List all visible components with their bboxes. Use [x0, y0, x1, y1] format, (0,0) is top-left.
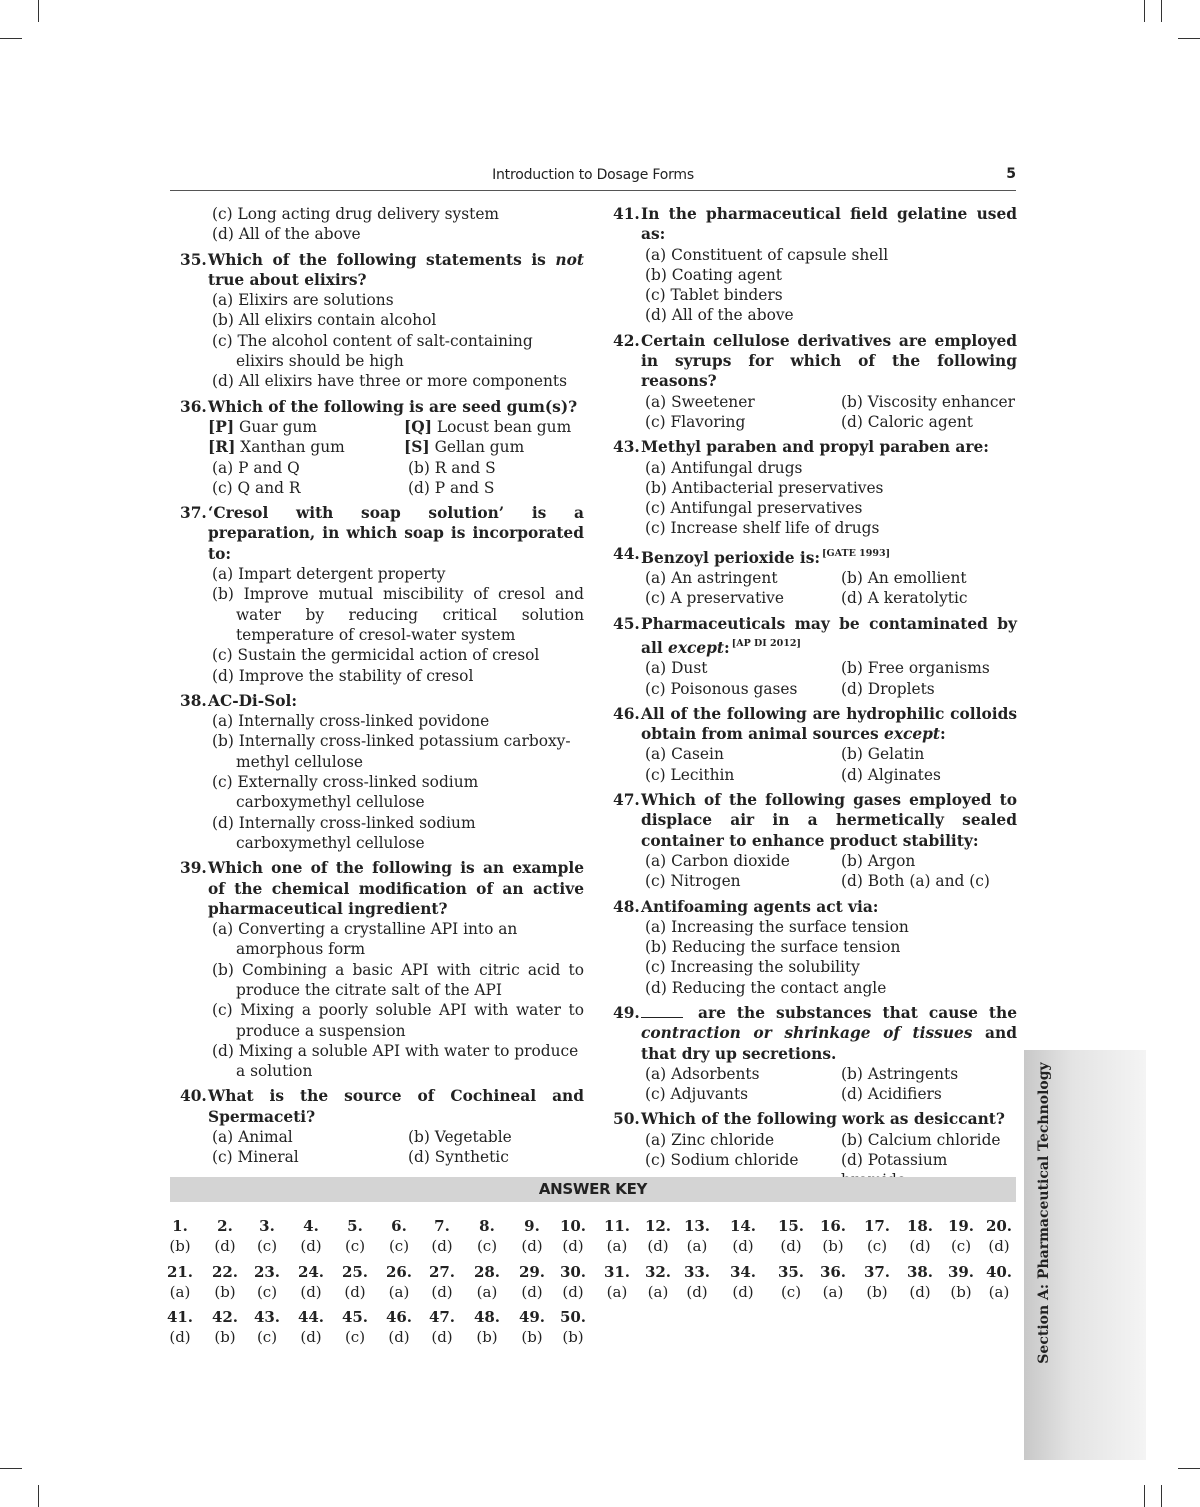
answer-question-number: 34. — [729, 1263, 757, 1281]
option: (d) Both (a) and (c) — [841, 872, 990, 891]
option: (a) Constituent of capsule shell — [645, 245, 889, 264]
option: (c) Q and R — [212, 478, 301, 497]
crop-mark — [1161, 1485, 1162, 1507]
question-text: Certain cellulose derivatives are employed in syrups for which of the following reasons? — [641, 331, 1017, 391]
answer-key-entry — [900, 1216, 940, 1256]
answer-key-entry — [205, 1216, 245, 1256]
option: (d) Internally cross-linked sodium carboxymethyl cellulose — [212, 813, 476, 852]
answer-question-number: 16. — [819, 1217, 847, 1235]
answer-question-number: 47. — [428, 1308, 456, 1326]
question-34-continued — [180, 204, 584, 245]
answer-option: (c) — [476, 1237, 498, 1255]
answer-option: (d) — [169, 1328, 191, 1346]
answer-question-number: 20. — [985, 1217, 1013, 1235]
option: (c) Long acting drug delivery system — [212, 205, 500, 223]
answer-option: (d) — [521, 1283, 543, 1301]
question-text: Which of the following is are seed gum(s)? — [208, 397, 578, 416]
page-number: 5 — [1006, 166, 1016, 182]
crop-mark — [38, 0, 39, 22]
question-46 — [613, 704, 1017, 785]
answer-option: (d) — [909, 1237, 931, 1255]
answer-option: (c) — [950, 1237, 972, 1255]
answer-key-entry — [467, 1262, 507, 1302]
option: (c) Flavoring — [645, 412, 746, 431]
answer-question-number: 50. — [559, 1308, 587, 1326]
question-text: Which one of the following is an example of the chemical modification of an active pharmaceutical ingredient? — [208, 859, 584, 918]
answer-question-number: 25. — [341, 1263, 369, 1281]
option: (b) Reducing the surface tension — [645, 938, 901, 957]
answer-option: (d) — [300, 1283, 322, 1301]
option: (d) All of the above — [212, 225, 361, 244]
answer-key-entry — [771, 1216, 811, 1256]
answer-option: (d) — [388, 1328, 410, 1346]
question-text: All of the following are hydrophilic colloids obtain from animal sources except: — [641, 704, 1017, 744]
question-number: 41. — [613, 205, 640, 223]
option: (b) An emollient — [841, 569, 967, 588]
answer-question-number: 40. — [985, 1263, 1013, 1281]
answer-key-entry — [160, 1307, 200, 1347]
option: (a) Impart detergent property — [212, 565, 446, 584]
answer-key-entry — [160, 1216, 200, 1256]
answer-question-number: 7. — [434, 1217, 450, 1235]
answer-question-number: 49. — [518, 1308, 546, 1326]
question-number: 38. — [180, 691, 207, 710]
question-text: Methyl paraben and propyl paraben are: — [641, 438, 989, 457]
option: (a) Increasing the surface tension — [645, 917, 909, 936]
answer-key-entry — [379, 1262, 419, 1302]
answer-key-entry — [723, 1262, 763, 1302]
answer-question-number: 32. — [644, 1263, 672, 1281]
question-text: Benzoyl perioxide is: [GATE 1993] — [641, 547, 891, 567]
option: (a) Casein — [645, 745, 724, 764]
answer-key-entry — [677, 1216, 717, 1256]
answer-question-number: 6. — [391, 1217, 407, 1235]
answer-question-number: 1. — [172, 1217, 188, 1235]
answer-question-number: 26. — [385, 1263, 413, 1281]
question-text: are the substances that cause the contraction or shrinkage of tissues and that dry up secretions. — [641, 1003, 1017, 1063]
answer-key-entry — [979, 1262, 1019, 1302]
question-35 — [180, 250, 584, 392]
crop-mark — [38, 1485, 39, 1507]
answer-key-title: ANSWER KEY — [170, 1177, 1016, 1202]
question-42 — [613, 331, 1017, 432]
answer-key-entry — [379, 1216, 419, 1256]
crop-mark — [1178, 1468, 1200, 1469]
answer-question-number: 35. — [777, 1263, 805, 1281]
answer-option: (b) — [950, 1283, 972, 1301]
answer-key-entry — [422, 1307, 462, 1347]
answer-option: (c) — [256, 1237, 278, 1255]
answer-option: (a) — [606, 1283, 628, 1301]
option: (a) Animal — [212, 1128, 293, 1147]
answer-option: (a) — [169, 1283, 191, 1301]
answer-question-number: 37. — [863, 1263, 891, 1281]
question-36 — [180, 397, 584, 498]
answer-option: (d) — [686, 1283, 708, 1301]
crop-mark — [1161, 0, 1162, 22]
answer-key-entry — [941, 1216, 981, 1256]
answer-option: (b) — [169, 1237, 191, 1255]
answer-option: (c) — [344, 1237, 366, 1255]
answer-option: (c) — [866, 1237, 888, 1255]
item: [R] Xanthan gum — [208, 438, 345, 457]
option: (c) Externally cross-linked sodium carboxymethyl cellulose — [212, 773, 479, 812]
answer-question-number: 11. — [603, 1217, 631, 1235]
section-label: Section A: Pharmaceutical Technology — [1036, 1062, 1052, 1364]
crop-mark — [1144, 0, 1145, 22]
answer-key-entry — [335, 1262, 375, 1302]
answer-key-entry — [900, 1262, 940, 1302]
answer-question-number: 24. — [297, 1263, 325, 1281]
answer-question-number: 4. — [303, 1217, 319, 1235]
option: (d) All of the above — [645, 306, 794, 325]
answer-key-entry — [813, 1216, 853, 1256]
question-number: 45. — [613, 614, 640, 633]
question-number: 35. — [180, 250, 207, 269]
answer-option: (c) — [344, 1328, 366, 1346]
answer-question-number: 30. — [559, 1263, 587, 1281]
option: (c) Increase shelf life of drugs — [645, 519, 880, 538]
answer-option: (b) — [214, 1328, 236, 1346]
question-number: 46. — [613, 704, 640, 723]
answer-option: (c) — [256, 1283, 278, 1301]
answer-option: (d) — [732, 1283, 754, 1301]
answer-option: (d) — [521, 1237, 543, 1255]
answer-option: (b) — [521, 1328, 543, 1346]
option: (d) Alginates — [841, 765, 941, 784]
answer-question-number: 14. — [729, 1217, 757, 1235]
question-48 — [613, 897, 1017, 998]
answer-key-entry — [335, 1216, 375, 1256]
answer-question-number: 43. — [253, 1308, 281, 1326]
answer-question-number: 38. — [906, 1263, 934, 1281]
answer-option: (a) — [476, 1283, 498, 1301]
option: (a) Sweetener — [645, 392, 755, 411]
option: (b) Free organisms — [841, 659, 990, 678]
answer-key-entry — [512, 1262, 552, 1302]
option: (b) Vegetable — [408, 1128, 512, 1147]
answer-key-entry — [247, 1307, 287, 1347]
question-text: What is the source of Cochineal and Spermaceti? — [208, 1087, 584, 1126]
option: (d) Reducing the contact angle — [645, 978, 887, 997]
answer-key-entry — [553, 1307, 593, 1347]
option: (c) The alcohol content of salt-containing elixirs should be high — [212, 331, 533, 371]
answer-key-entry — [291, 1307, 331, 1347]
answer-key-entry — [205, 1307, 245, 1347]
question-number: 36. — [180, 397, 207, 416]
option: (a) Carbon dioxide — [645, 851, 790, 870]
answer-question-number: 19. — [947, 1217, 975, 1235]
left-column — [180, 204, 584, 1173]
option: (a) Internally cross-linked povidone — [212, 712, 490, 731]
option: (b) Coating agent — [645, 265, 782, 284]
answer-key-entry — [335, 1307, 375, 1347]
answer-option: (d) — [647, 1237, 669, 1255]
answer-question-number: 36. — [819, 1263, 847, 1281]
question-number: 39. — [180, 859, 207, 878]
answer-option: (a) — [647, 1283, 669, 1301]
answer-key-entry — [422, 1262, 462, 1302]
answer-question-number: 39. — [947, 1263, 975, 1281]
crop-mark — [1178, 38, 1200, 39]
option: (d) Caloric agent — [841, 412, 973, 431]
option: (b) Argon — [841, 851, 916, 870]
answer-key-entry — [247, 1262, 287, 1302]
answer-question-number: 9. — [524, 1217, 540, 1235]
answer-key-entry — [771, 1262, 811, 1302]
option: (a) Converting a crystalline API into an amorphous form — [212, 920, 518, 959]
answer-key-entry — [638, 1262, 678, 1302]
answer-key-entry — [512, 1307, 552, 1347]
answer-key-entry — [553, 1262, 593, 1302]
answer-question-number: 31. — [603, 1263, 631, 1281]
answer-key-entry — [512, 1216, 552, 1256]
answer-question-number: 3. — [259, 1217, 275, 1235]
question-text: ‘Cresol with soap solution’ is a preparation, in which soap is incorporated to: — [208, 504, 584, 563]
option: (b) R and S — [408, 458, 496, 477]
answer-question-number: 45. — [341, 1308, 369, 1326]
option: (c) Sodium chloride — [645, 1151, 799, 1170]
answer-question-number: 12. — [644, 1217, 672, 1235]
answer-key-entry — [597, 1262, 637, 1302]
question-number: 50. — [613, 1110, 640, 1129]
answer-question-number: 46. — [385, 1308, 413, 1326]
answer-question-number: 41. — [166, 1308, 194, 1326]
answer-option: (d) — [780, 1237, 802, 1255]
answer-key-entry — [422, 1216, 462, 1256]
question-text: Which of the following work as desiccant? — [641, 1110, 1005, 1129]
section-side-tab — [1024, 1050, 1146, 1460]
question-41 — [613, 204, 1017, 326]
question-text: Which of the following gases employed to displace air in a hermetically sealed container to enhance product stability: — [641, 791, 1017, 850]
answer-question-number: 28. — [473, 1263, 501, 1281]
answer-option: (c) — [780, 1283, 802, 1301]
crop-mark — [0, 38, 22, 39]
question-number: 48. — [613, 897, 640, 916]
answer-question-number: 27. — [428, 1263, 456, 1281]
option: (c) Mineral — [212, 1148, 299, 1167]
option: (c) Tablet binders — [645, 286, 783, 305]
answer-question-number: 15. — [777, 1217, 805, 1235]
answer-option: (c) — [388, 1237, 410, 1255]
answer-key-entry — [979, 1216, 1019, 1256]
option: (d) Droplets — [841, 679, 935, 698]
crop-mark — [1144, 1485, 1145, 1507]
option: (d) Acidifiers — [841, 1085, 942, 1104]
question-49 — [613, 1003, 1017, 1104]
exam-reference: [GATE 1993] — [822, 547, 891, 559]
answer-key-entry — [723, 1216, 763, 1256]
right-column — [613, 204, 1017, 1196]
option: (d) P and S — [408, 478, 495, 497]
option: (c) A preservative — [645, 589, 784, 608]
option: (a) Zinc chloride — [645, 1130, 775, 1149]
answer-key-entry — [857, 1262, 897, 1302]
answer-question-number: 13. — [683, 1217, 711, 1235]
option: (c) Nitrogen — [645, 872, 741, 891]
item: [Q] Locust bean gum — [404, 417, 572, 436]
answer-key-entry — [941, 1262, 981, 1302]
answer-key-entry — [677, 1262, 717, 1302]
answer-option: (d) — [909, 1283, 931, 1301]
answer-option: (d) — [562, 1237, 584, 1255]
option: (a) An astringent — [645, 569, 778, 588]
option: (b) Internally cross-linked potassium carboxy- methyl cellulose — [212, 732, 571, 771]
answer-question-number: 42. — [211, 1308, 239, 1326]
option: (b) Viscosity enhancer — [841, 392, 1016, 411]
option: (d) Mixing a soluble API with water to produce a solution — [212, 1041, 579, 1081]
answer-option: (c) — [256, 1328, 278, 1346]
option: (b) Combining a basic API with citric acid to produce the citrate salt of the API — [212, 960, 584, 999]
answer-question-number: 10. — [559, 1217, 587, 1235]
answer-key-entry — [160, 1262, 200, 1302]
answer-question-number: 17. — [863, 1217, 891, 1235]
answer-key-entry — [379, 1307, 419, 1347]
answer-option: (b) — [476, 1328, 498, 1346]
answer-key-entry — [247, 1216, 287, 1256]
option: (a) Elixirs are solutions — [212, 291, 394, 310]
answer-option: (b) — [822, 1237, 844, 1255]
answer-option: (d) — [431, 1328, 453, 1346]
question-37 — [180, 503, 584, 686]
answer-option: (d) — [431, 1237, 453, 1255]
answer-key-entry — [813, 1262, 853, 1302]
question-43 — [613, 437, 1017, 538]
option: (a) Adsorbents — [645, 1064, 760, 1083]
option: (c) Antifungal preservatives — [645, 499, 863, 518]
answer-option: (d) — [300, 1328, 322, 1346]
answer-option: (b) — [866, 1283, 888, 1301]
answer-key-grid — [166, 1202, 1016, 1362]
question-38 — [180, 691, 584, 853]
answer-key-entry — [638, 1216, 678, 1256]
question-number: 43. — [613, 438, 640, 457]
question-number: 47. — [613, 791, 640, 810]
option: (b) Calcium chloride — [841, 1130, 1001, 1149]
answer-question-number: 8. — [479, 1217, 495, 1235]
question-44 — [613, 544, 1017, 609]
answer-question-number: 23. — [253, 1263, 281, 1281]
item: [S] Gellan gum — [404, 438, 525, 457]
answer-option: (d) — [431, 1283, 453, 1301]
option: (b) Gelatin — [841, 745, 925, 764]
question-number: 49. — [613, 1003, 640, 1022]
answer-option: (d) — [300, 1237, 322, 1255]
option: (b) Antibacterial preservatives — [645, 478, 884, 497]
item: [P] Guar gum — [208, 417, 318, 436]
question-text: In the pharmaceutical field gelatine used as: — [641, 205, 1017, 244]
answer-question-number: 33. — [683, 1263, 711, 1281]
answer-option: (b) — [214, 1283, 236, 1301]
option: (a) P and Q — [212, 458, 300, 477]
option: (b) Astringents — [841, 1064, 959, 1083]
question-number: 40. — [180, 1087, 207, 1106]
answer-question-number: 22. — [211, 1263, 239, 1281]
option: (c) Sustain the germicidal action of cresol — [212, 646, 540, 665]
option: (b) All elixirs contain alcohol — [212, 311, 437, 330]
question-text: Antifoaming agents act via: — [641, 897, 879, 916]
question-number: 42. — [613, 331, 640, 350]
answer-option: (d) — [988, 1237, 1010, 1255]
option: (c) Adjuvants — [645, 1085, 749, 1104]
answer-question-number: 44. — [297, 1308, 325, 1326]
question-text: Pharmaceuticals may be contaminated by all except: [AP DI 2012] — [641, 614, 1017, 657]
option: (d) A keratolytic — [841, 589, 968, 608]
answer-option: (a) — [606, 1237, 628, 1255]
option: (a) Dust — [645, 659, 708, 678]
exam-reference: [AP DI 2012] — [731, 637, 801, 649]
question-40 — [180, 1086, 584, 1167]
answer-question-number: 2. — [217, 1217, 233, 1235]
answer-option: (a) — [388, 1283, 410, 1301]
option: (d) Synthetic — [408, 1148, 509, 1167]
answer-question-number: 48. — [473, 1308, 501, 1326]
chapter-title: Introduction to Dosage Forms — [492, 167, 694, 183]
answer-question-number: 18. — [906, 1217, 934, 1235]
answer-question-number: 5. — [347, 1217, 363, 1235]
crop-mark — [0, 1468, 22, 1469]
option: (c) Poisonous gases — [645, 679, 798, 698]
answer-key-entry — [857, 1216, 897, 1256]
question-47 — [613, 790, 1017, 891]
running-header — [170, 166, 1016, 191]
answer-key-entry — [291, 1262, 331, 1302]
option: (d) Potassium — [841, 1151, 948, 1170]
answer-option: (a) — [686, 1237, 708, 1255]
answer-key-entry — [553, 1216, 593, 1256]
question-text: AC-Di-Sol: — [208, 691, 298, 710]
option: (a) Antifungal drugs — [645, 458, 803, 477]
answer-option: (d) — [344, 1283, 366, 1301]
option: (d) Improve the stability of cresol — [212, 666, 474, 685]
answer-option: (d) — [732, 1237, 754, 1255]
answer-option: (a) — [822, 1283, 844, 1301]
answer-option: (d) — [562, 1283, 584, 1301]
answer-option: (b) — [562, 1328, 584, 1346]
option: (c) Mixing a poorly soluble API with water to produce a suspension — [212, 1001, 584, 1040]
answer-key-entry — [205, 1262, 245, 1302]
option: (c) Lecithin — [645, 765, 735, 784]
question-45 — [613, 614, 1017, 699]
question-number: 37. — [180, 504, 207, 523]
answer-key — [166, 1177, 1016, 1362]
answer-option: (a) — [988, 1283, 1010, 1301]
answer-question-number: 29. — [518, 1263, 546, 1281]
option: (c) Increasing the solubility — [645, 958, 860, 977]
answer-key-entry — [467, 1216, 507, 1256]
answer-option: (d) — [214, 1237, 236, 1255]
fill-in-blank — [641, 1003, 683, 1018]
answer-question-number: 21. — [166, 1263, 194, 1281]
question-text: Which of the following statements is not true about elixirs? — [208, 250, 584, 289]
option: (b) Improve mutual miscibility of cresol and water by reducing critical solution temperature of cresol-water system — [212, 585, 584, 644]
question-number: 44. — [613, 544, 640, 563]
answer-key-entry — [597, 1216, 637, 1256]
answer-key-entry — [467, 1307, 507, 1347]
option: (d) All elixirs have three or more components — [212, 372, 567, 391]
answer-key-entry — [291, 1216, 331, 1256]
question-39 — [180, 858, 584, 1081]
